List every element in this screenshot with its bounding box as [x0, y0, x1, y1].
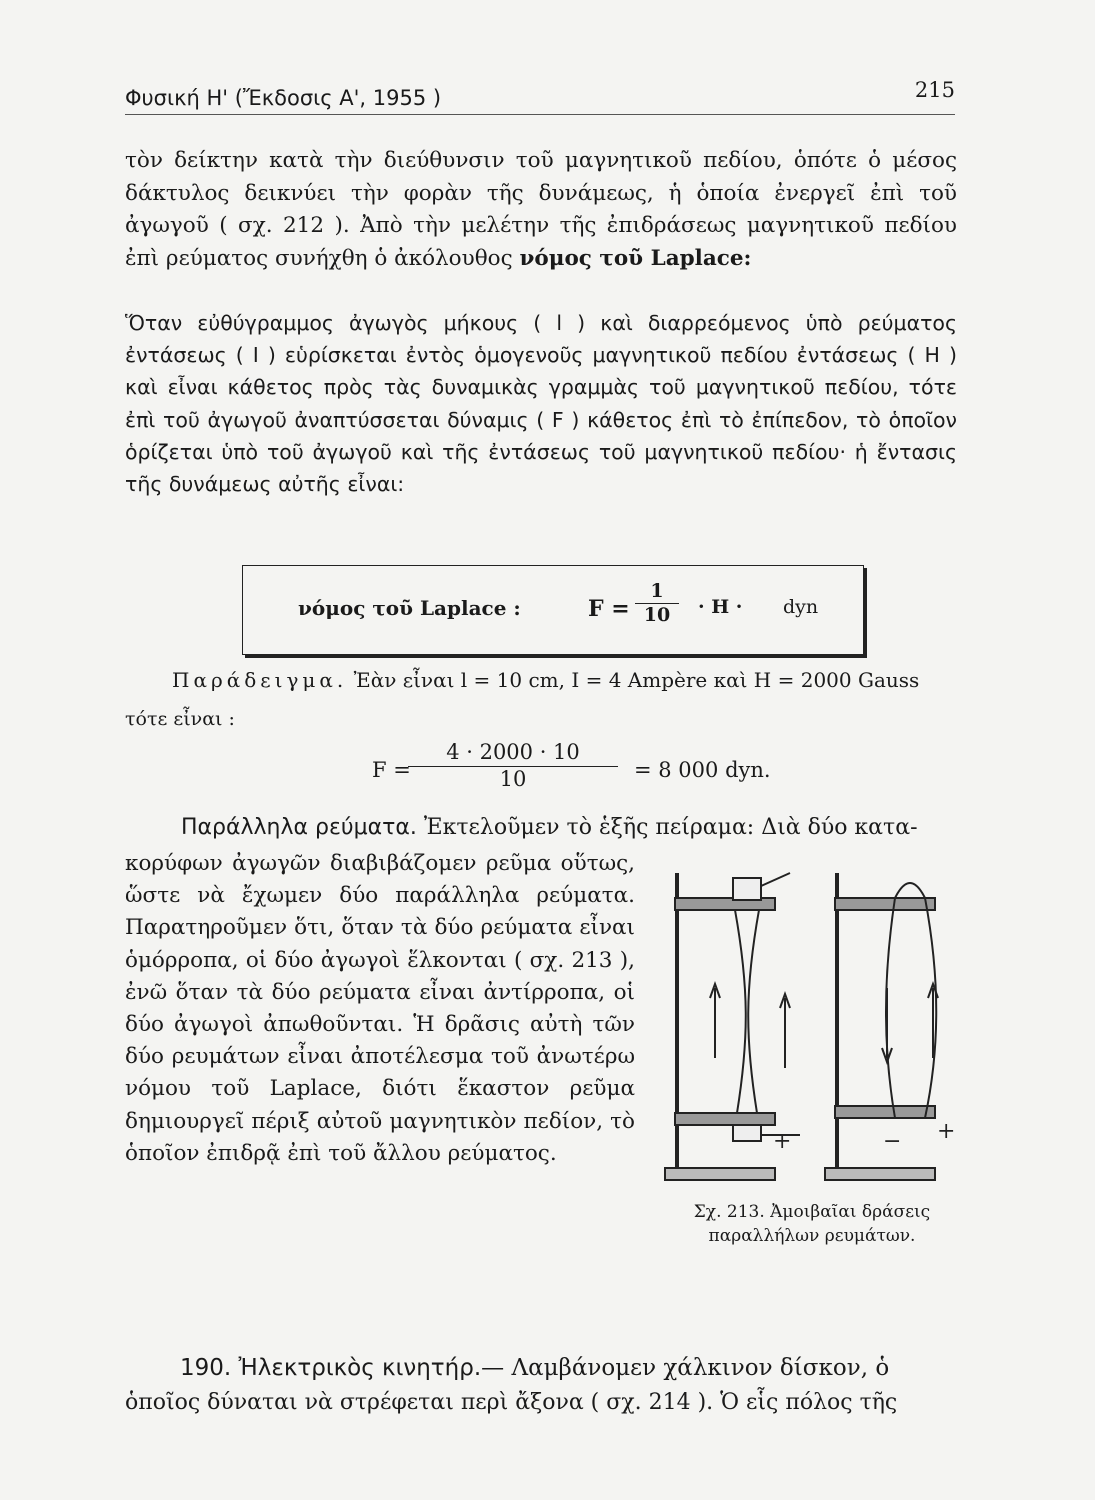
laplace-law-title: νόμος τοῦ Laplace: [519, 245, 752, 271]
fig-minus-right: − [883, 1129, 902, 1154]
example-sub: τότε εἶναι : [125, 708, 235, 730]
caption-line-2: παραλλήλων ρευμάτων. [708, 1226, 916, 1246]
column-text: κορύφων ἀγωγῶν διαβιβάζομεν ρεῦμα οὕτως, ὥστε νὰ ἔχωμεν δύο παράλληλα ρεύματα. Παρατηροῦμεν ὅτι, ὅταν τὰ δύο ρεύματα εἶναι ὁμόρροπα, οἱ δύο ἀγωγοὶ ἕλκονται ( σχ. 213 ), ἐνῶ ὅταν τὰ δύο ρεύματα εἶναι ἀντίρροπα, οἱ δύο ἀγωγοὶ ἀπωθοῦνται. Ἡ δρᾶσις αὐτὴ τῶν δύο ρευμάτων εἶναι ἀποτέλεσμα τοῦ ἀνωτέρω νόμου τοῦ Laplace, διότι ἕκαστον ρεῦμα δημιουργεῖ πέριξ αὐτοῦ μαγνητικὸν πεδίον, τὸ ὁποῖον ἐπιδρᾷ ἐπὶ τοῦ ἄλλου ρεύματος. [125, 851, 635, 1166]
law-unit: dyn [783, 596, 819, 618]
right-top-loop [895, 883, 925, 898]
left-top-wire [761, 873, 790, 886]
section-title: Ἠλεκτρικὸς κινητήρ. [238, 1355, 482, 1381]
example-text: Ἐὰν εἶναι l = 10 cm, I = 4 Ampère καὶ H = 2000 Gauss [353, 668, 920, 692]
right-base [825, 1168, 935, 1180]
law-F: F = [588, 596, 630, 622]
left-top-cap [733, 878, 761, 900]
left-base [665, 1168, 775, 1180]
right-top-clamp [835, 898, 935, 910]
right-bottom-clamp [835, 1106, 935, 1118]
example-calculation [372, 740, 792, 800]
law-numerator: 1 [635, 580, 679, 604]
running-title: Φυσική Η' (Ἔκδοσις Α', 1955 ) [125, 86, 442, 110]
paragraph-3 [181, 815, 918, 840]
figure-caption [662, 1200, 962, 1248]
left-bottom-clamp [675, 1113, 775, 1125]
laplace-law-box [242, 565, 864, 655]
left-conductor-b [748, 910, 759, 1113]
calc-numerator: 4 · 2000 · 10 [408, 740, 618, 767]
paragraph-1-text: τὸν δείκτην κατὰ τὴν διεύθυνσιν τοῦ μαγνητικοῦ πεδίου, ὁπότε ὁ μέσος δάκτυλος δεικνύει τὴν φορὰν τῆς δυνάμεως, ἡ ὁποία ἐνεργεῖ ἐπὶ τοῦ ἀγωγοῦ ( σχ. 212 ). Ἀπὸ τὴν μελέτην τῆς ἐπιδράσεως μαγνητικοῦ πεδίου ἐπὶ ρεύματος συνήχθη ὁ ἀκόλουθος [125, 148, 957, 271]
example-line [172, 668, 962, 692]
law-H: · H · [698, 596, 743, 618]
section-number: 190. [180, 1355, 232, 1381]
caption-line-1: Σχ. 213. Ἀμοιβαῖαι δράσεις [693, 1202, 931, 1222]
paragraph-2: Ὅταν εὐθύγραμμος ἀγωγὸς μήκους ( l ) καὶ διαρρεόμενος ὑπὸ ρεύματος ἐντάσεως ( I ) εὑρίσκεται ἐντὸς ὁμογενοῦς μαγνητικοῦ πεδίου ἐντάσεως ( H ) καὶ εἶναι κάθετος πρὸς τὰς δυναμικὰς γραμμὰς τοῦ μαγνητικοῦ πεδίου, τότε ἐπὶ τοῦ ἀγωγοῦ ἀναπτύσσεται δύναμις ( F ) κάθετος ἐπὶ τὸ ἐπίπεδον, τὸ ὁποῖον ὁρίζεται ὑπὸ τοῦ ἀγωγοῦ καὶ τῆς ἐντάσεως τοῦ μαγνητικοῦ πεδίου· ἡ ἔντασις τῆς δυνάμεως αὐτῆς εἶναι: [125, 311, 957, 497]
law-fraction [635, 580, 679, 626]
left-conductor-a [735, 910, 746, 1113]
law-denominator: 10 [643, 604, 671, 626]
calc-F: F = [372, 758, 411, 782]
section-text-line-1: — Λαμβάνομεν χάλκινον δίσκον, ὁ [481, 1355, 890, 1381]
parallel-currents-title: Παράλληλα ρεύματα. [181, 815, 417, 840]
page-header [125, 78, 955, 115]
fig-plus-right: + [937, 1119, 956, 1144]
page-number: 215 [914, 78, 955, 102]
section-190-heading [180, 1355, 960, 1381]
left-bottom-cap [733, 1125, 761, 1141]
paragraph-3-text: Ἐκτελοῦμεν τὸ ἑξῆς πείραμα: Διὰ δύο κατα- [423, 815, 918, 840]
right-conductor-b [925, 898, 936, 1118]
calc-result: = 8 000 dyn. [634, 758, 771, 782]
example-label: Παράδειγμα. [172, 668, 348, 692]
calc-denominator: 10 [499, 767, 527, 791]
fig-plus-left: + [773, 1129, 792, 1154]
calc-fraction [408, 740, 618, 791]
section-text-line-2: ὁποῖος δύναται νὰ στρέφεται περὶ ἄξονα ( σχ. 214 ). Ὁ εἷς πόλος τῆς [125, 1390, 898, 1415]
law-label: νόμος τοῦ Laplace : [298, 596, 521, 620]
figure-213 [655, 848, 965, 1208]
paragraph-1 [125, 145, 957, 275]
